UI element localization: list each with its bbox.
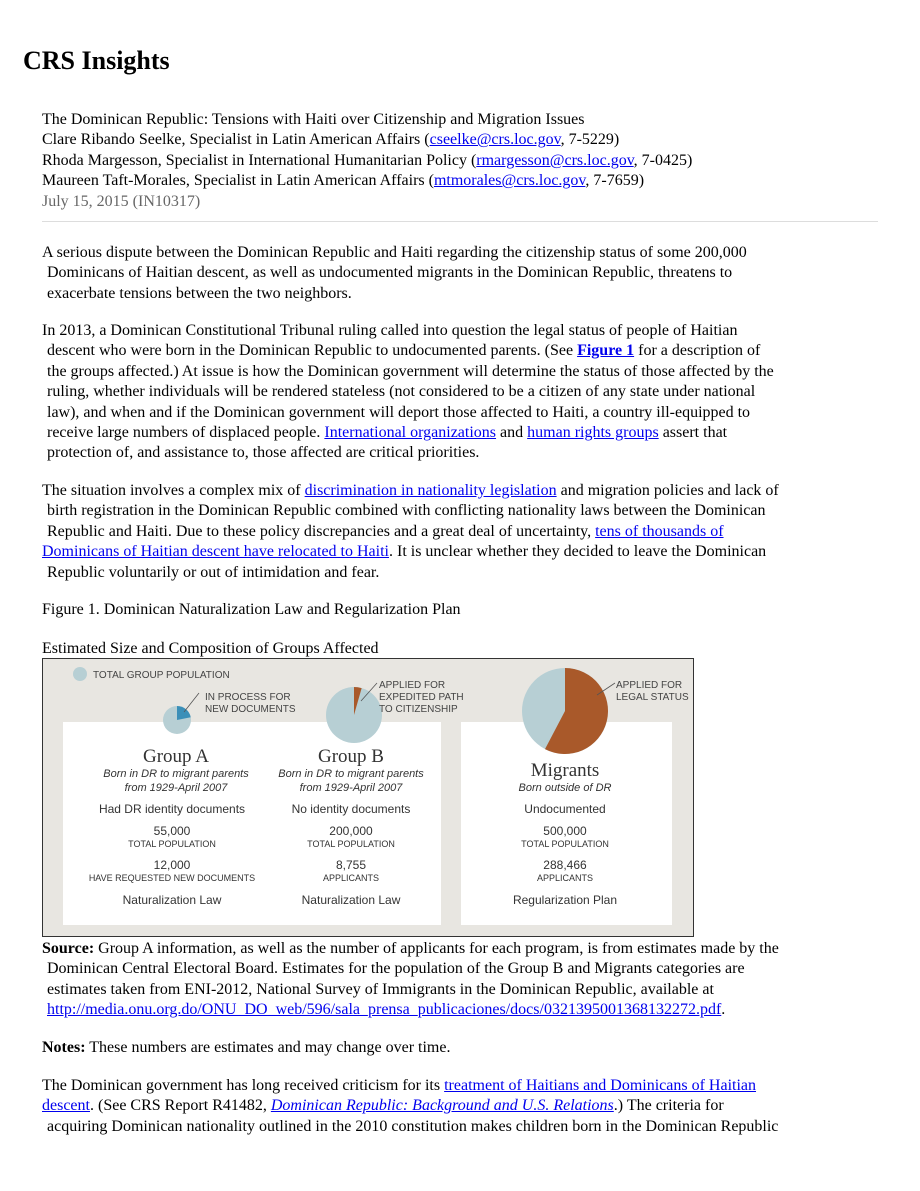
site-title: CRS Insights [23,46,170,75]
source-note: Source: Group A information, as well as the number of applicants for each program, is from estimates made by the Dominican Central Electoral Board. Estimates for the population of the Group B and Migrants categories are estimates taken from ENI-2012, National Survey of Immigrants in the Dominican Republic, available at http://media.onu.org.do/ONU_DO_web/596/sala_prensa_publicaciones/docs/0321395001368132272.pdf. [42,940,779,1019]
migrants-program: Regularization Plan [512,893,618,907]
group-b-program: Naturalization Law [301,893,401,907]
group-a-desc1: Born in DR to migrant parents [103,768,249,780]
report-date: July 15, 2015 (IN10317) [42,192,201,210]
paragraph-intro: A serious dispute between the Dominican Republic and Haiti regarding the citizenship status of some 200,000 Dominicans of Haitian descent, as well as undocumented migrants in the Dominican Republic, threatens to exacerbate tensions between the two neighbors. [42,244,747,302]
group-a-name: Group A [143,746,209,767]
paragraph-situation: The situation involves a complex mix of discrimination in nationality legislation and migration policies and lack of birth registration in the Dominican Republic combined with conflicting nationality laws between the Dominican Republic and Haiti. Due to these policy discrepancies and a great deal of uncertainty, tens of thousands of Dominicans of Haitian descent have relocated to Haiti. It is unclear whether they decided to leave the Dominican Republic voluntarily or out of intimidation and fear. [42,482,779,581]
group-b-desc2: from 1929-April 2007 [299,782,403,794]
relocated-to-haiti-link-cont[interactable]: Dominicans of Haitian descent have relocated to Haiti [42,543,389,561]
group-b-desc1: Born in DR to migrant parents [278,768,424,780]
human-rights-groups-link[interactable]: human rights groups [527,424,659,442]
report-header [42,110,878,212]
pie-migrants [522,668,608,754]
figure-1-link[interactable]: Figure 1 [577,342,635,360]
author-email-link[interactable]: rmargesson@crs.loc.gov [476,151,634,169]
migrants-population: 500,000 [543,824,587,838]
paragraph-ruling: In 2013, a Dominican Constitutional Tribunal ruling called into question the legal status of people of Haitian descent who were born in the Dominican Republic to undocumented parents. (See Figure 1 for a description of the groups affected.) At issue is how the Dominican government will determine the status of those affected by the ruling, whether individuals will be rendered stateless (not considered to be a citizen of any state under national law), and when and if the Dominican government will deport those affected to Haiti, a country ill-equipped to receive large numbers of displaced people. International organizations and human rights groups assert that protection of, and assistance to, those affected are critical priorities. [42,322,774,462]
eni-2012-survey-link[interactable]: http://media.onu.org.do/ONU_DO_web/596/sala_prensa_publicaciones/docs/0321395001368132272.pdf [47,1001,722,1019]
group-b-applicants: 8,755 [335,858,367,872]
migrants-name: Migrants [530,760,600,781]
callout-b-line3: TO CITIZENSHIP [379,704,458,715]
author-line: Maureen Taft-Morales, Specialist in Latin American Affairs (mtmorales@crs.loc.gov, 7-7659) [42,172,645,190]
crs-report-r41482-link[interactable]: Dominican Republic: Background and U.S. Relations [270,1097,614,1115]
figure-caption: Figure 1. Dominican Naturalization Law and Regularization Plan [42,601,461,618]
group-b-name: Group B [318,746,384,767]
group-a-pop-label: TOTAL POPULATION [128,839,216,849]
figure-1-infographic [42,658,694,937]
treatment-of-haitians-link[interactable]: treatment of Haitians and Dominicans of Haitian [444,1077,757,1094]
group-b-status: No identity documents [291,802,411,816]
treatment-of-haitians-link-cont[interactable]: descent [42,1097,90,1115]
migrants-status: Undocumented [524,802,606,816]
author-line: Clare Ribando Seelke, Specialist in Latin American Affairs (cseelke@crs.loc.gov, 7-5229) [42,131,620,149]
author-email-link[interactable]: cseelke@crs.loc.gov [429,131,561,149]
figure-subtitle: Estimated Size and Composition of Groups Affected [42,640,379,657]
group-a-population: 55,000 [153,824,191,838]
group-a-program: Naturalization Law [122,893,222,907]
migrants-pop-label: TOTAL POPULATION [521,839,609,849]
callout-m-line2: LEGAL STATUS [616,692,689,703]
callout-line-a [184,693,199,712]
notes: Notes: These numbers are estimates and may change over time. [42,1039,451,1056]
group-b-pop-label: TOTAL POPULATION [307,839,395,849]
group-a-desc2: from 1929-April 2007 [124,782,228,794]
header-divider [42,221,878,222]
author-email-link[interactable]: mtmorales@crs.loc.gov [433,172,586,190]
discrimination-legislation-link[interactable]: discrimination in nationality legislation [304,482,557,499]
relocated-to-haiti-link[interactable]: tens of thousands of [595,522,724,540]
infographic-svg [43,659,693,936]
author-line: Rhoda Margesson, Specialist in International Humanitarian Policy (rmargesson@crs.loc.gov, 7-0425) [42,151,693,169]
callout-b-line2: EXPEDITED PATH [379,692,464,703]
group-a-app-label: HAVE REQUESTED NEW DOCUMENTS [88,873,256,883]
group-b-app-label: APPLICANTS [322,873,380,883]
paragraph-criticism: The Dominican government has long received criticism for its treatment of Haitians and Dominicans of Haitian descent. (See CRS Report R41482, Dominican Republic: Background and U.S. Relations.) The criteria for acquiring Dominican nationality outlined in the 2010 constitution makes children born in the Dominican Republic [42,1077,779,1135]
report-title: The Dominican Republic: Tensions with Haiti over Citizenship and Migration Issues [42,111,585,128]
pie-group-a [163,706,191,734]
migrants-applicants: 288,466 [543,858,587,872]
group-a-applicants: 12,000 [153,858,191,872]
group-a-status: Had DR identity documents [98,802,246,816]
pie-group-b [326,687,382,743]
callout-a-line1: IN PROCESS FOR [205,692,291,703]
callout-a-line2: NEW DOCUMENTS [205,704,296,715]
legend-label: TOTAL GROUP POPULATION [93,670,230,681]
international-organizations-link[interactable]: International organizations [324,424,497,442]
group-b-population: 200,000 [329,824,373,838]
migrants-app-label: APPLICANTS [536,873,594,883]
legend-swatch [73,667,87,681]
callout-m-line1: APPLIED FOR [616,680,683,691]
migrants-desc1: Born outside of DR [518,782,612,794]
callout-b-line1: APPLIED FOR [379,680,446,691]
